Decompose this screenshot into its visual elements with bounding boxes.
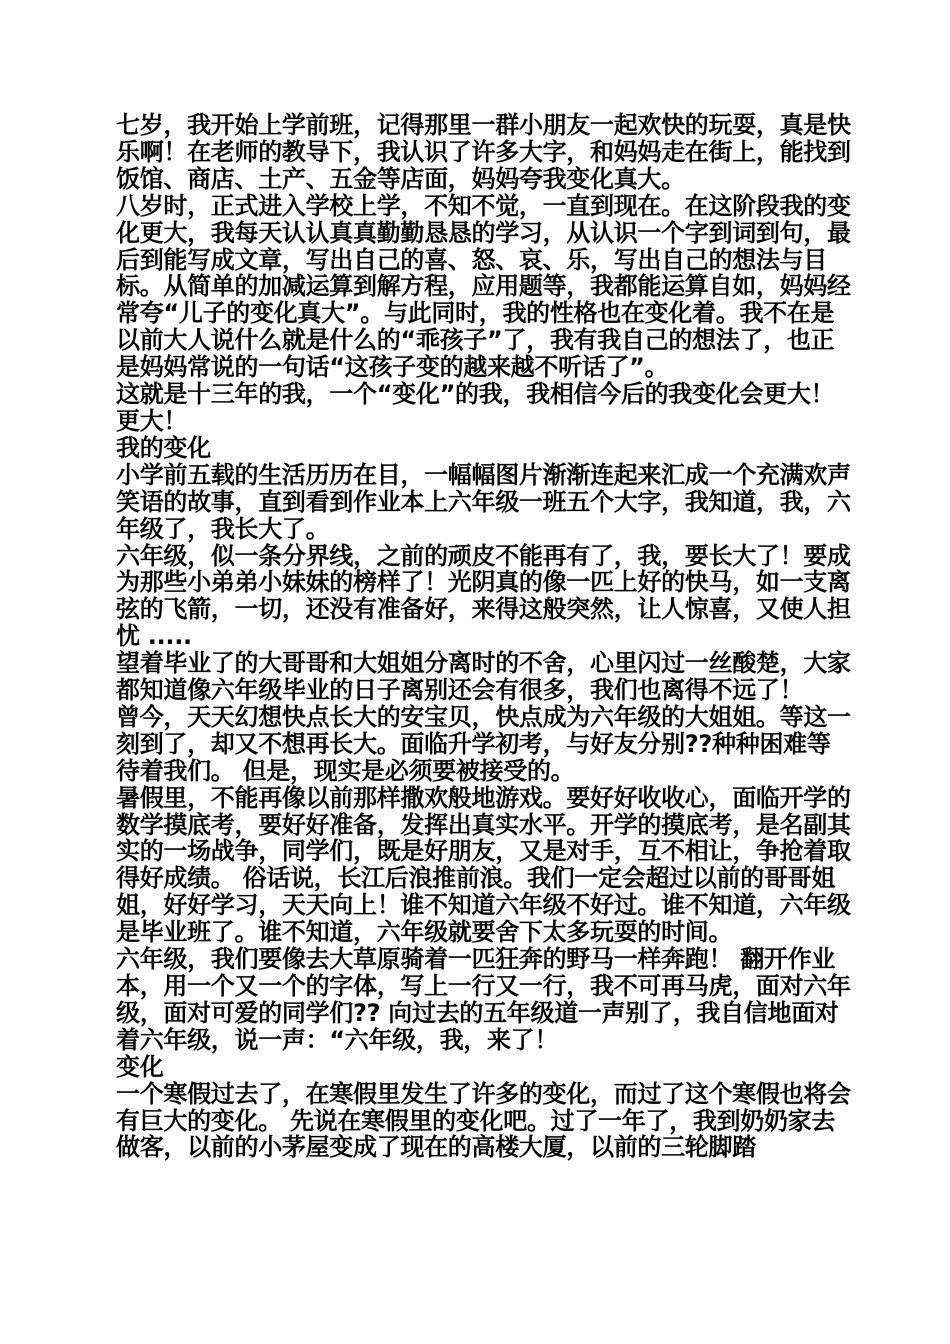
- paragraph-age-eight: 八岁时，正式进入学校上学，不知不觉，一直到现在。在这阶段我的变化更大，我每天认认真真勤勤恳恳的学习，从认识一个字到词到句，最后到能写成文章，写出自己的喜、怒、哀、乐，写出自己的想法与目标。从简单的加减运算到解方程，应用题等，我都能运算自如，妈妈经常夸“儿子的变化真大”。与此同时，我的性格也在变化着。我不在是以前大人说什么就是什么的“乖孩子”了，我有我自己的想法了，也正是妈妈常说的一句话“这孩子变的越来越不听话了”。: [116, 191, 851, 382]
- paragraph-primary-school: 小学前五载的生活历历在目，一幅幅图片渐渐连起来汇成一个充满欢声笑语的故事，直到看到作业本上六年级一班五个大字，我知道，我，六年级了，我长大了。: [116, 460, 851, 543]
- paragraph-age-seven: 七岁，我开始上学前班，记得那里一群小朋友一起欢快的玩耍，真是快乐啊！在老师的教导下，我认识了许多大字，和妈妈走在街上，能找到饭馆、商店、土产、五金等店面，妈妈夸我变化真大。: [116, 111, 851, 193]
- document-body: [116, 112, 851, 1161]
- paragraph-graduation: 望着毕业了的大哥哥和大姐姐分离时的不舍，心里闪过一丝酸楚，大家都知道像六年级毕业的日子离别还会有很多，我们也离得不远了！: [116, 649, 851, 705]
- paragraph-once: 曾今，天天幻想快点长大的安宝贝，快点成为六年级的大姐姐。等这一刻到了，却又不想再长大。面临升学初考，与好友分别??种种困难等待着我们。 但是，现实是必须要被接受的。: [116, 702, 851, 785]
- section-heading-my-change: 我的变化: [116, 433, 211, 462]
- paragraph-summer: 暑假里，不能再像以前那样撒欢般地游戏。要好好收收心，面临开学的数学摸底考，要好好准备，发挥出真实水平。开学的摸底考，是名副其实的一场战争，同学们，既是好朋友，又是对手，互不相让，争抢着取得好成绩。 俗话说，长江后浪推前浪。我们一定会超过以前的哥哥姐姐，好好学习，天天向上！谁不知道六年级不好过。谁不知道，六年级是毕业班了。谁不知道，六年级就要舍下太多玩耍的时间。: [116, 783, 851, 947]
- paragraph-running: 六年级，我们要像去大草原骑着一匹狂奔的野马一样奔跑！ 翻开作业本，用一个又一个的字体，写上一行又一行，我不可再马虎，面对六年级，面对可爱的同学们?? 向过去的五年级道一声别了，我自信地面对着六年级，说一声：“六年级，我，来了！: [116, 945, 851, 1054]
- paragraph-sixth-grade-boundary: 六年级，似一条分界线，之前的顽皮不能再有了，我，要长大了！要成为那些小弟弟小妹妹的榜样了！光阴真的像一匹上好的快马，如一支离弦的飞箭，一切，还没有准备好，来得这般突然，让人惊喜，又使人担忧 .....: [116, 541, 851, 651]
- paragraph-winter-break: 一个寒假过去了，在寒假里发生了许多的变化，而过了这个寒假也将会有巨大的变化。 先说在寒假里的变化吧。过了一年了，我到奶奶家去做客，以前的小茅屋变成了现在的高楼大厦，以前的三轮脚踏: [116, 1079, 851, 1162]
- section-heading-change: 变化: [116, 1052, 164, 1081]
- paragraph-thirteen-years: 这就是十三年的我，一个“变化”的我，我相信今后的我变化会更大！更大！: [116, 380, 835, 435]
